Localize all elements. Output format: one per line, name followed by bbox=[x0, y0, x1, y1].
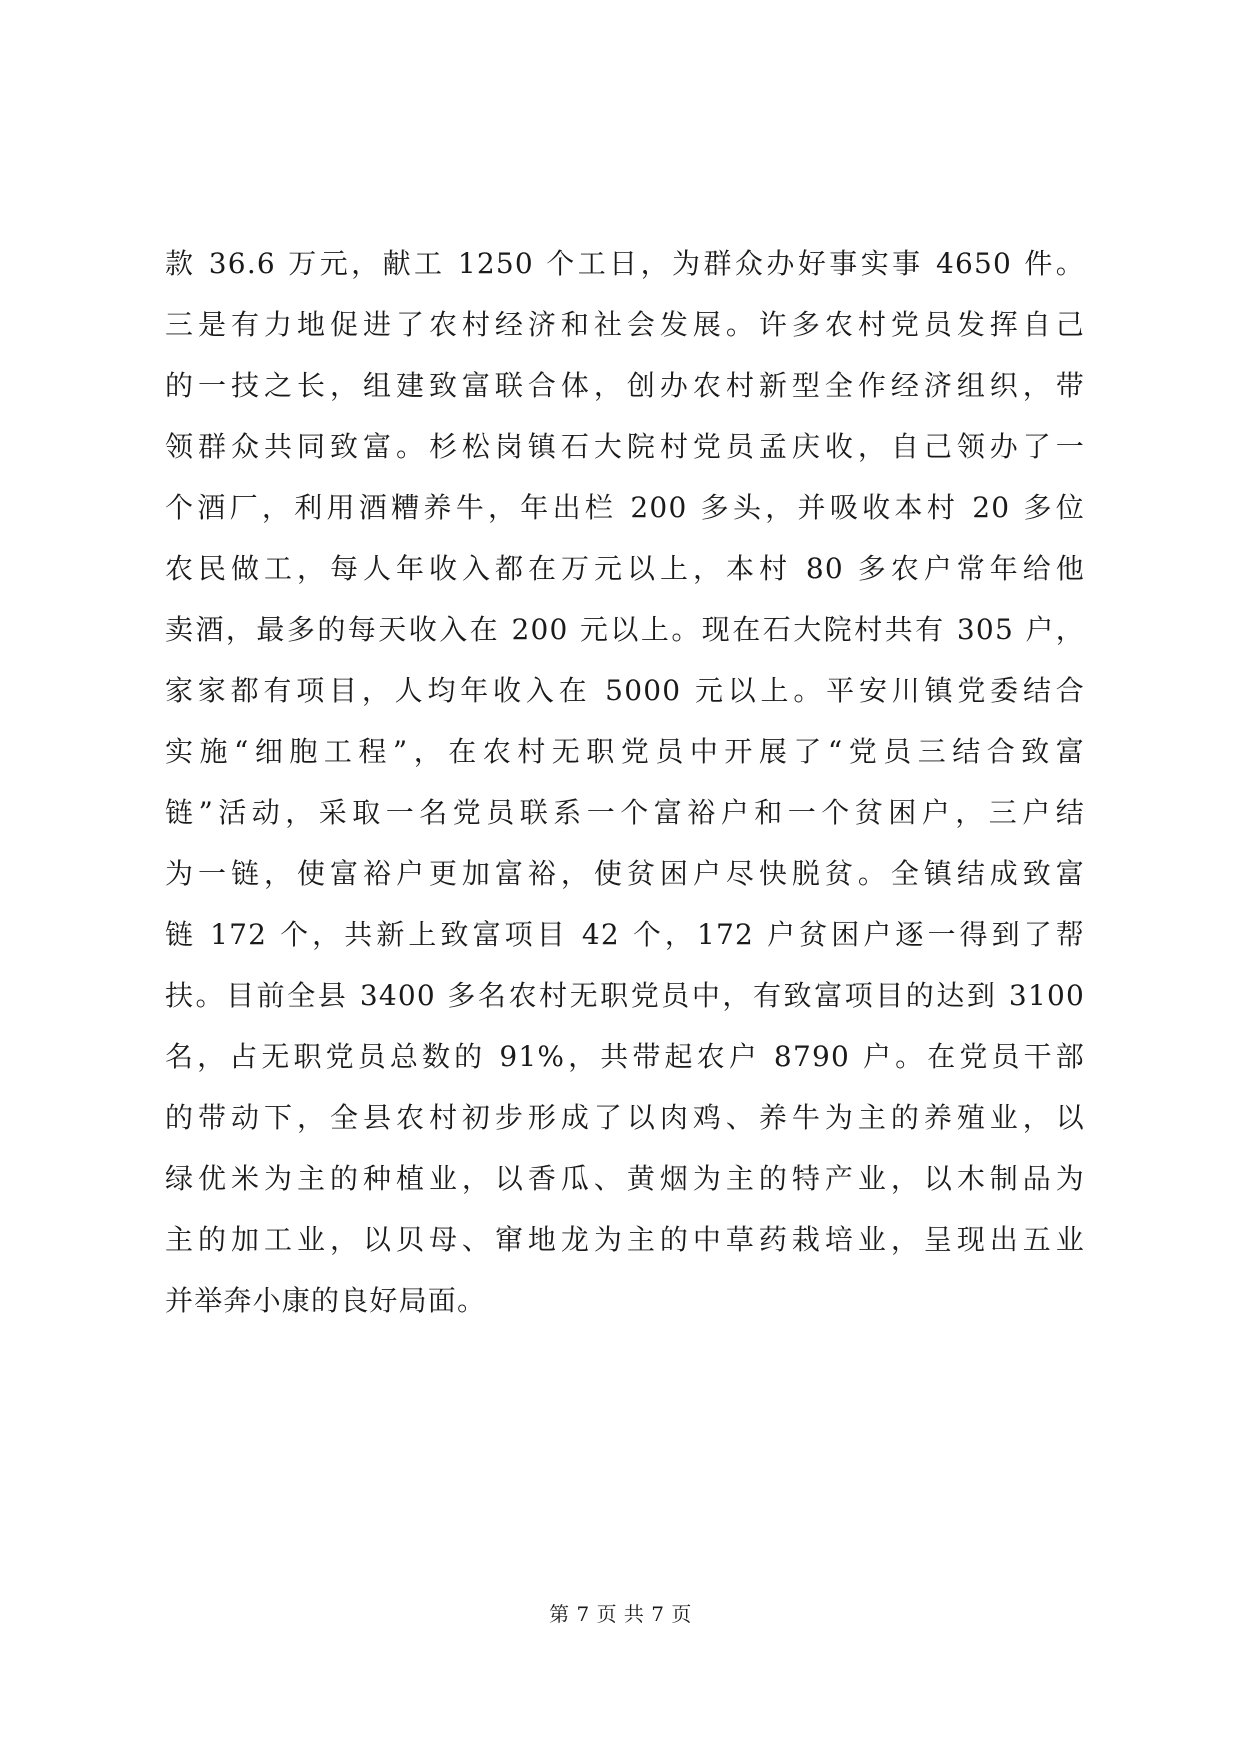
text-line: 个酒厂，利用酒糟养牛，年出栏 200 多头，并吸收本村 20 多位 bbox=[165, 491, 1085, 524]
text-line: 名，占无职党员总数的 91%，共带起农户 8790 户。在党员干部 bbox=[165, 1040, 1085, 1073]
text-line: 链”活动，采取一名党员联系一个富裕户和一个贫困户，三户结 bbox=[165, 796, 1085, 829]
text-line: 为一链，使富裕户更加富裕，使贫困户尽快脱贫。全镇结成致富 bbox=[165, 857, 1085, 890]
text-line: 主的加工业，以贝母、窜地龙为主的中草药栽培业，呈现出五业 bbox=[165, 1223, 1085, 1256]
text-line: 家家都有项目，人均年收入在 5000 元以上。平安川镇党委结合 bbox=[165, 674, 1085, 707]
text-line: 链 172 个，共新上致富项目 42 个，172 户贫困户逐一得到了帮 bbox=[165, 918, 1085, 951]
text-line: 的一技之长，组建致富联合体，创办农村新型全作经济组织，带 bbox=[165, 369, 1085, 402]
text-line: 农民做工，每人年收入都在万元以上，本村 80 多农户常年给他 bbox=[165, 552, 1085, 585]
text-line: 款 36.6 万元，献工 1250 个工日，为群众办好事实事 4650 件。 bbox=[165, 247, 1085, 280]
text-line: 扶。目前全县 3400 多名农村无职党员中，有致富项目的达到 3100 bbox=[165, 979, 1085, 1012]
body-paragraph bbox=[165, 233, 1085, 1331]
text-line: 三是有力地促进了农村经济和社会发展。许多农村党员发挥自己 bbox=[165, 308, 1085, 341]
text-line: 实施“细胞工程”，在农村无职党员中开展了“党员三结合致富 bbox=[165, 735, 1085, 768]
text-line: 领群众共同致富。杉松岗镇石大院村党员孟庆收，自己领办了一 bbox=[165, 430, 1085, 463]
page-number-footer: 第 7 页 共 7 页 bbox=[549, 1602, 692, 1626]
text-line-last: 并举奔小康的良好局面。 bbox=[165, 1284, 487, 1317]
text-line: 卖酒，最多的每天收入在 200 元以上。现在石大院村共有 305 户， bbox=[165, 613, 1085, 646]
text-line: 绿优米为主的种植业，以香瓜、黄烟为主的特产业，以木制品为 bbox=[165, 1162, 1085, 1195]
text-line: 的带动下，全县农村初步形成了以肉鸡、养牛为主的养殖业，以 bbox=[165, 1101, 1085, 1134]
